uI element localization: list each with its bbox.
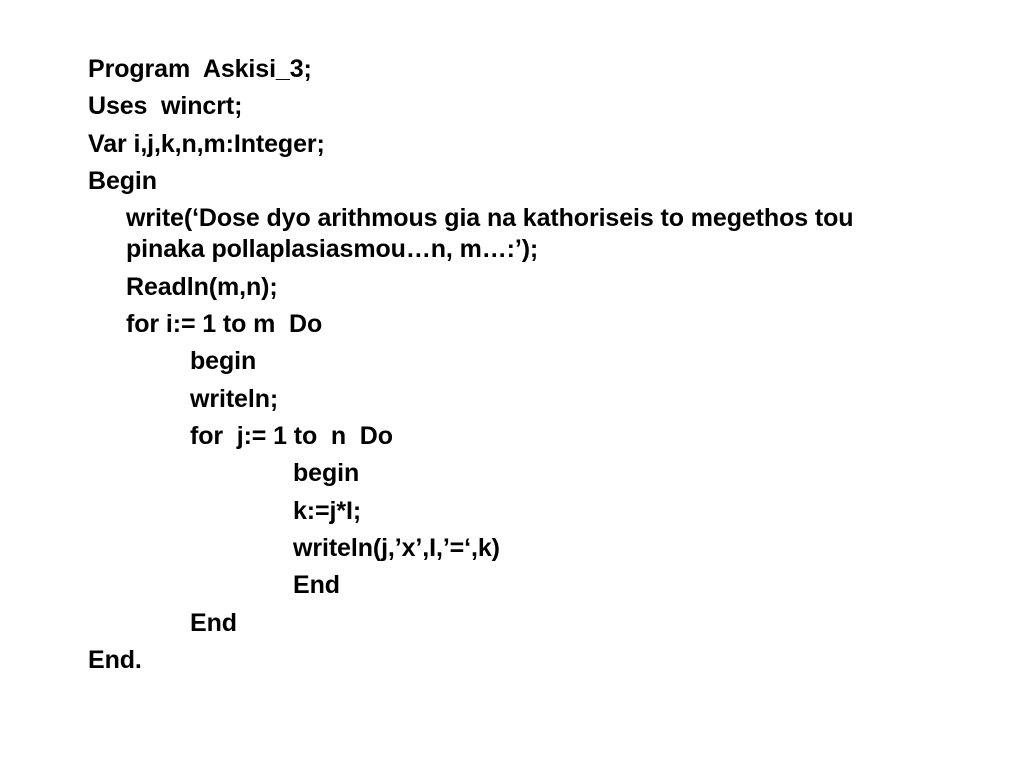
code-line-innermost-begin: begin: [293, 459, 360, 487]
code-line-innermost-end: End: [293, 571, 340, 599]
code-line-var: Var i,j,k,n,m:Integer;: [88, 130, 325, 158]
code-line-begin: Begin: [88, 167, 157, 195]
code-line-writeln: writeln;: [190, 385, 279, 413]
code-line-inner-begin: begin: [190, 347, 257, 375]
code-line-uses: Uses wincrt;: [88, 92, 243, 120]
code-line-writeln-result: writeln(j,’x’,I,’=‘,k): [293, 534, 500, 562]
code-line-write: write(‘Dose dyo arithmous gia na kathoriseis to megethos tou pinaka pollaplasiasmou…n, m…:’);: [126, 204, 854, 263]
code-line-for-j: for j:= 1 to n Do: [190, 422, 393, 450]
code-line-assign-k: k:=j*I;: [293, 497, 362, 525]
code-line-readln: Readln(m,n);: [126, 273, 278, 301]
code-line-program: Program Askisi_3;: [88, 55, 312, 83]
code-line-program-end: End.: [88, 646, 142, 674]
code-line-for-i: for i:= 1 to m Do: [126, 310, 323, 338]
code-line-inner-end: End: [190, 609, 237, 637]
